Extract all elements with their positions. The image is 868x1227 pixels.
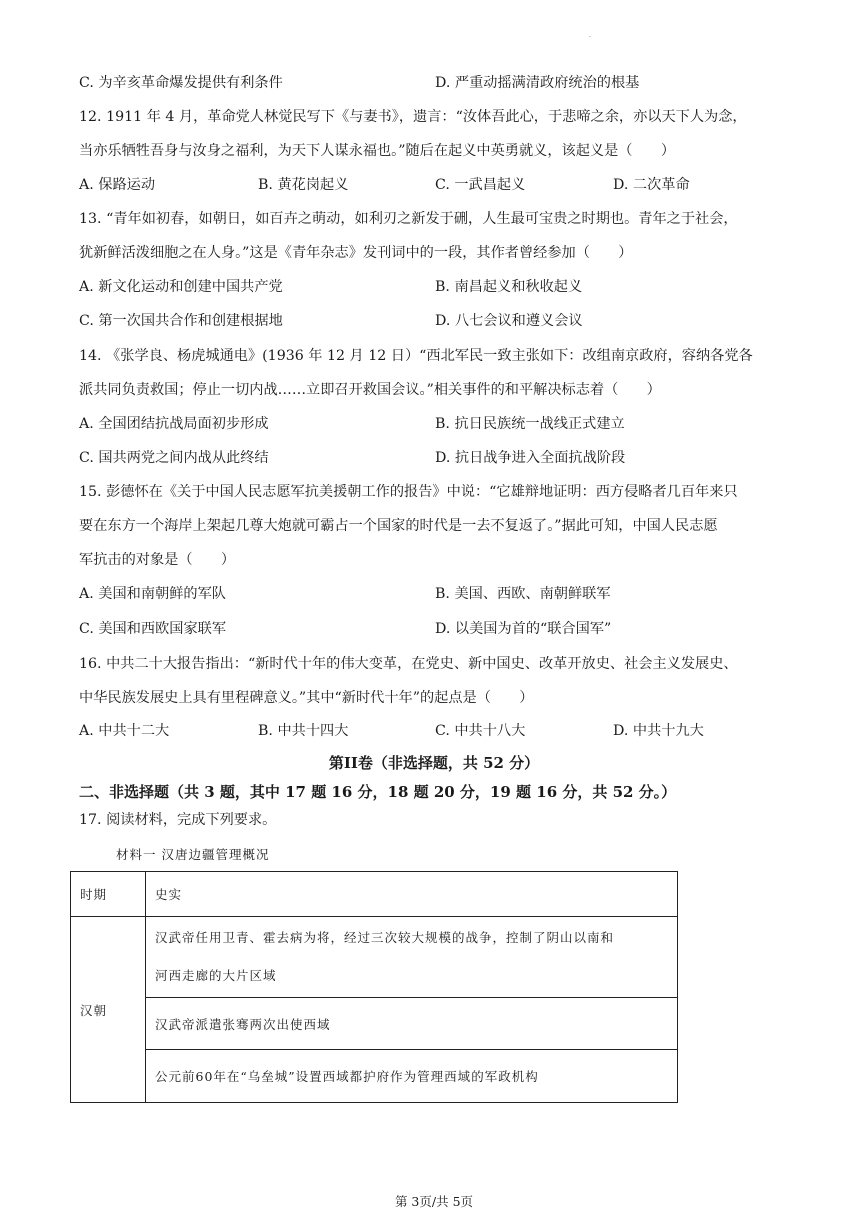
q14-option-a: A. 全国团结抗战局面初步形成: [79, 416, 269, 432]
question-14-line-1: 14. 《张学良、杨虎城通电》(1936 年 12 月 12 日）“西北军民一致主张如下：改组南京政府，容纳各党各: [79, 348, 753, 364]
question-14-line-2: 派共同负责救国；停止一切内战……立即召开救国会议。”相关事件的和平解决标志着（ ）: [79, 382, 661, 398]
q14-option-b: B. 抗日民族统一战线正式建立: [435, 416, 625, 432]
q16-option-a: A. 中共十二大: [79, 723, 170, 739]
question-16-line-2: 中华民族发展史上具有里程碑意义。”其中“新时代十年”的起点是（ ）: [79, 690, 534, 706]
table-header-row: [71, 872, 678, 917]
page-footer: 第 3页/共 5页: [394, 1194, 474, 1209]
table-cell-fact: [146, 917, 678, 998]
q15-option-c: C. 美国和西欧国家联军: [79, 621, 227, 637]
q14-option-c: C. 国共两党之间内战从此终结: [79, 450, 269, 466]
question-12-line-1: 12. 1911 年 4 月，革命党人林觉民写下《与妻书》，遗言：“汝体吾此心，于悲啼之余，亦以天下人为念，: [79, 109, 747, 125]
q13-option-a: A. 新文化运动和创建中国共产党: [79, 279, 283, 295]
q15-option-d: D. 以美国为首的“联合国军”: [435, 621, 612, 637]
fact-1-line-2: 河西走廊的大片区域: [155, 968, 277, 983]
q13-option-b: B. 南昌起义和秋收起义: [435, 279, 583, 295]
table-row: [71, 1050, 678, 1103]
table-row: [71, 998, 678, 1050]
question-15-line-2: 要在东方一个海岸上架起几尊大炮就可霸占一个国家的时代是一去不复返了。”据此可知，中国人民志愿: [79, 518, 718, 534]
question-13-line-2: 犹新鲜活泼细胞之在人身。”这是《青年杂志》发刊词中的一段，其作者曾经参加（ ）: [79, 245, 633, 261]
question-13-line-1: 13. “青年如初春，如朝日，如百卉之萌动，如利刃之新发于硎，人生最可宝贵之时期也。青年之于社会，: [79, 211, 738, 227]
q16-option-c: C. 中共十八大: [435, 723, 526, 739]
section-subtitle: 二、非选择题（共 3 题，其中 17 题 16 分，18 题 20 分，19 题 16 分，共 52 分。）: [79, 783, 677, 801]
table-header-facts: 史实: [146, 872, 678, 917]
section-title: 第II卷（非选择题，共 52 分）: [328, 754, 540, 772]
material-caption: 材料一 汉唐边疆管理概况: [116, 847, 270, 862]
q11-option-d: D. 严重动摇满清政府统治的根基: [435, 75, 640, 91]
table-cell-period: 汉朝: [71, 917, 146, 1103]
q12-option-c: C. 一武昌起义: [435, 177, 526, 193]
q13-option-d: D. 八七会议和遵义会议: [435, 313, 583, 329]
table-header-period: 时期: [71, 872, 146, 917]
question-15-line-1: 15. 彭德怀在《关于中国人民志愿军抗美援朝工作的报告》中说：“它雄辩地证明：西方侵略者几百年来只: [79, 484, 738, 500]
table-cell-fact: 汉武帝派遣张骞两次出使西域: [146, 998, 678, 1050]
question-15-line-3: 军抗击的对象是（ ）: [79, 552, 236, 568]
q16-option-d: D. 中共十九大: [613, 723, 704, 739]
question-16-line-1: 16. 中共二十大报告指出：“新时代十年的伟大变革，在党史、新中国史、改革开放史、社会主义发展史、: [79, 656, 738, 672]
question-17-intro: 17. 阅读材料，完成下列要求。: [79, 812, 277, 828]
corner-mark: ·: [589, 34, 591, 41]
q15-option-a: A. 美国和南朝鲜的军队: [79, 586, 226, 602]
table-cell-fact: 公元前60年在“乌垒城”设置西域都护府作为管理西域的军政机构: [146, 1050, 678, 1103]
q15-option-b: B. 美国、西欧、南朝鲜联军: [435, 586, 611, 602]
q12-option-d: D. 二次革命: [613, 177, 690, 193]
q14-option-d: D. 抗日战争进入全面抗战阶段: [435, 450, 626, 466]
q12-option-b: B. 黄花岗起义: [258, 177, 349, 193]
q13-option-c: C. 第一次国共合作和创建根据地: [79, 313, 283, 329]
q11-option-c: C. 为辛亥革命爆发提供有利条件: [79, 75, 283, 91]
q12-option-a: A. 保路运动: [79, 177, 156, 193]
q16-option-b: B. 中共十四大: [258, 723, 349, 739]
question-12-line-2: 当亦乐牺牲吾身与汝身之福利，为天下人谋永福也。”随后在起义中英勇就义，该起义是（ ）: [79, 143, 676, 159]
fact-1-line-1: 汉武帝任用卫青、霍去病为将，经过三次较大规模的战争，控制了阴山以南和: [155, 930, 615, 945]
table-row: [71, 917, 678, 998]
material-table: [70, 871, 678, 1103]
